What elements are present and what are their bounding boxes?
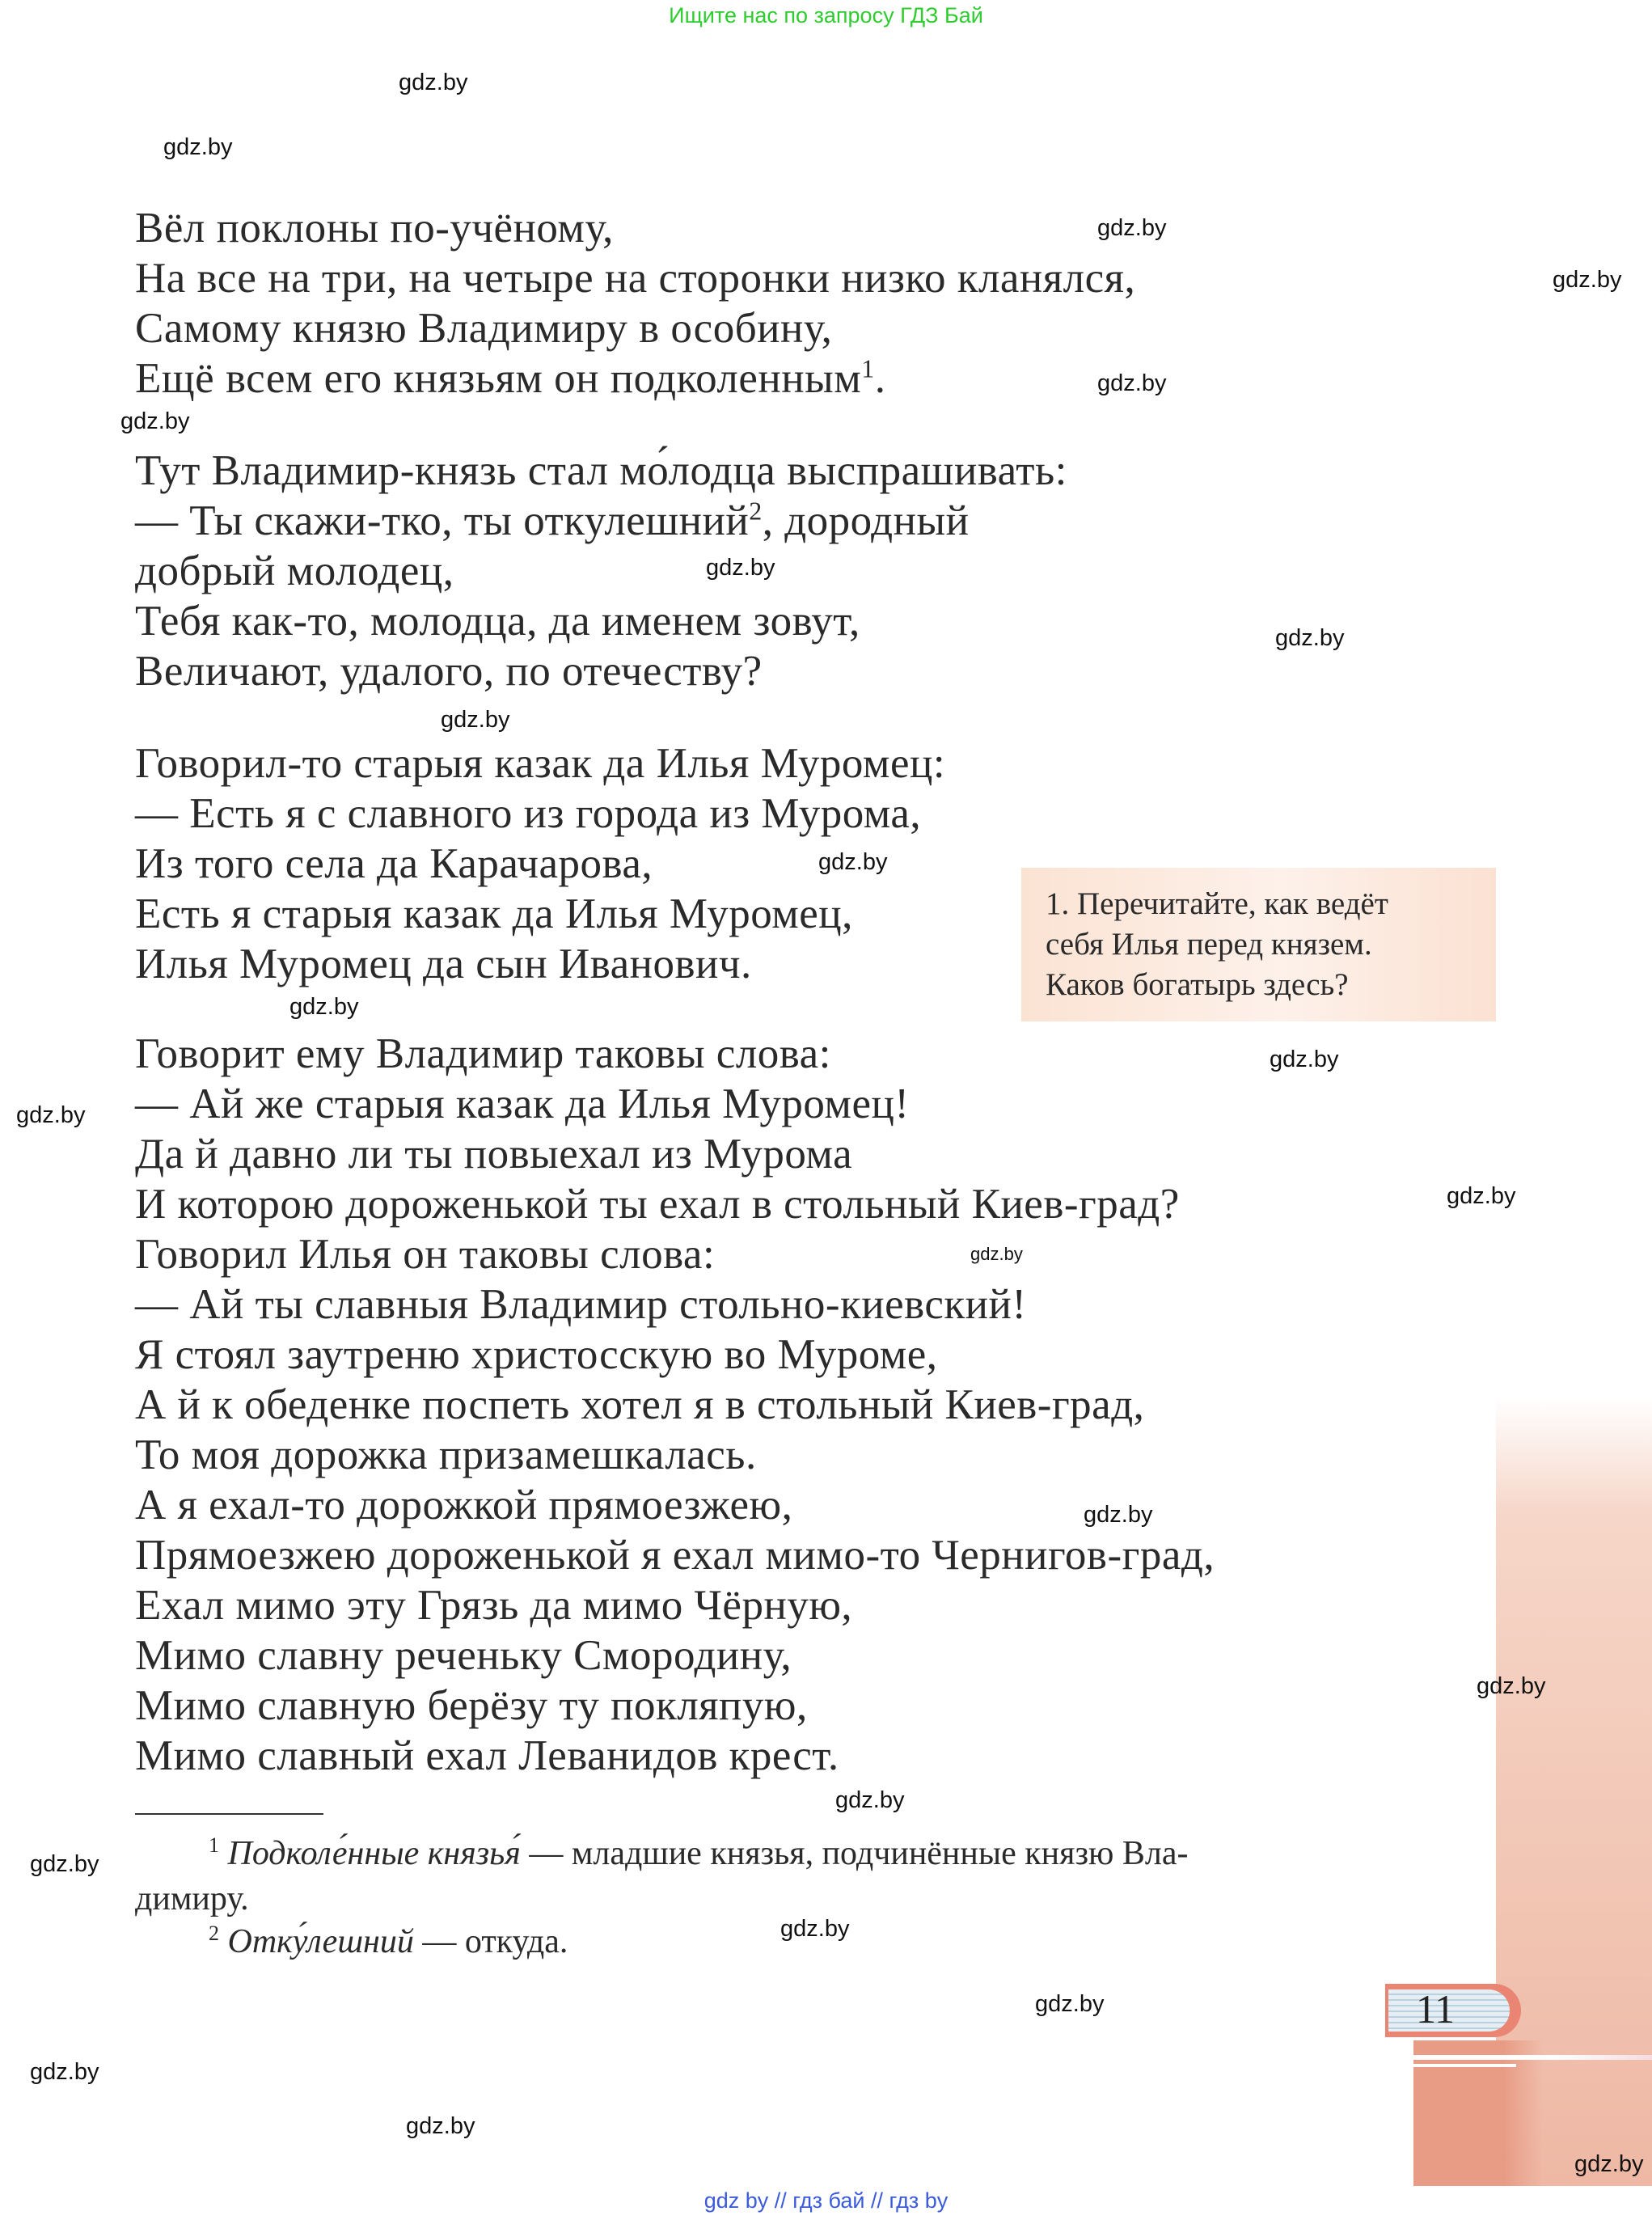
watermark: gdz.by bbox=[120, 408, 190, 434]
poem-line: А й к обеденке поспеть хотел я в стольный Киев-град, bbox=[135, 1381, 1145, 1428]
watermark: gdz.by bbox=[30, 1851, 99, 1877]
footnote-1-continuation: димиру. bbox=[135, 1880, 249, 1917]
footnote-ref: 2 bbox=[749, 496, 763, 526]
poem-line: Говорил-то старыя казак да Илья Муромец: bbox=[135, 740, 946, 787]
footnote-1 bbox=[209, 1834, 1189, 1873]
watermark: gdz.by bbox=[706, 555, 775, 581]
poem-line: Говорит ему Владимир таковы слова: bbox=[135, 1030, 831, 1077]
footnote-divider bbox=[135, 1813, 323, 1815]
footnote-mark: 1 bbox=[209, 1833, 219, 1857]
footnote-text: — откуда. bbox=[413, 1923, 568, 1960]
page-number-tab bbox=[1385, 1984, 1521, 2037]
decorative-side-block bbox=[1413, 2040, 1543, 2186]
watermark: gdz.by bbox=[1084, 1502, 1153, 1528]
poem-stanza bbox=[135, 446, 1067, 696]
poem-line: Есть я старыя казак да Илья Муромец, bbox=[135, 890, 853, 937]
footnote-text: — младшие князья, подчинённые князю Вла- bbox=[520, 1835, 1189, 1872]
watermark: gdz.by bbox=[780, 1916, 850, 1942]
decorative-divider bbox=[1413, 2055, 1652, 2060]
poem-line: — Есть я с славного из города из Мурома, bbox=[135, 790, 922, 837]
footnote-mark: 2 bbox=[209, 1922, 219, 1945]
poem-line: Да й давно ли ты повыехал из Мурома bbox=[135, 1131, 853, 1178]
poem-line: Мимо славную берёзу ту покляпую, bbox=[135, 1682, 808, 1729]
poem-line: То моя дорожка призамешкалась. bbox=[135, 1431, 757, 1478]
watermark: gdz.by bbox=[30, 2059, 99, 2085]
header-search-note: Ищите нас по запросу ГДЗ Бай bbox=[669, 3, 983, 27]
poem-line: — Ай ты славныя Владимир стольно-киевский! bbox=[135, 1281, 1027, 1328]
poem-line: Мимо славну реченьку Смородину, bbox=[135, 1632, 792, 1679]
poem-line: На все на три, на четыре на сторонки низко кланялся, bbox=[135, 255, 1136, 302]
poem-line: Тебя как-то, молодца, да именем зовут, bbox=[135, 598, 860, 645]
watermark: gdz.by bbox=[1447, 1183, 1516, 1209]
poem-line: — Ты скажи-тко, ты откулешний$^2$, дородный bbox=[135, 496, 970, 544]
question-line: 1. Перечитайте, как ведёт bbox=[1046, 886, 1388, 921]
poem-line: — Ай же старыя казак да Илья Муромец! bbox=[135, 1080, 910, 1127]
decorative-divider bbox=[1413, 2064, 1516, 2067]
poem-stanza bbox=[135, 1029, 1215, 1781]
watermark: gdz.by bbox=[1275, 625, 1345, 651]
poem-line: Ехал мимо эту Грязь да мимо Чёрную, bbox=[135, 1582, 853, 1629]
poem-line: Из того села да Карачарова, bbox=[135, 840, 653, 887]
watermark: gdz.by bbox=[406, 2113, 475, 2139]
footer-links[interactable]: gdz by // гдз бай // гдз by bbox=[703, 2188, 949, 2213]
watermark: gdz.by bbox=[835, 1787, 905, 1813]
watermark: gdz.by bbox=[1553, 267, 1622, 293]
watermark: gdz.by bbox=[1097, 215, 1167, 241]
poem-line: Мимо славный ехал Леванидов крест. bbox=[135, 1732, 839, 1779]
poem-line: Ещё всем его князьям он подколенным$^1$. bbox=[135, 353, 886, 402]
poem-line: А я ехал-то дорожкой прямоезжею, bbox=[135, 1482, 793, 1528]
footnote-2 bbox=[209, 1922, 568, 1961]
poem-stanza bbox=[135, 203, 1135, 404]
watermark: gdz.by bbox=[16, 1102, 86, 1128]
page-number: 11 bbox=[1416, 1986, 1456, 2032]
poem-line: Вёл поклоны по-учёному, bbox=[135, 205, 614, 252]
watermark: gdz.by bbox=[289, 994, 359, 1020]
question-line: Каков богатырь здесь? bbox=[1046, 967, 1349, 1002]
watermark: gdz.by bbox=[1035, 1991, 1105, 2017]
watermark: gdz.by bbox=[399, 70, 468, 95]
footnote-term: Отку́лешний bbox=[227, 1923, 414, 1960]
question-line: себя Илья перед князем. bbox=[1046, 927, 1372, 962]
watermark: gdz.by bbox=[441, 707, 510, 733]
poem-line: Илья Муромец да сын Иванович. bbox=[135, 941, 752, 987]
footnote-ref: 1 bbox=[861, 353, 875, 383]
watermark: gdz.by bbox=[1574, 2151, 1644, 2177]
watermark: gdz.by bbox=[1270, 1046, 1339, 1072]
poem-line: Самому князю Владимиру в особину, bbox=[135, 305, 833, 352]
poem-line: Говорил Илья он таковы слова: bbox=[135, 1231, 716, 1278]
poem-line: Прямоезжею дороженькой я ехал мимо-то Чернигов-град, bbox=[135, 1532, 1215, 1579]
poem-line: И которою дороженькой ты ехал в стольный Киев-град? bbox=[135, 1181, 1180, 1228]
poem-line: Тут Владимир-князь стал мо́лодца выспрашивать: bbox=[135, 447, 1067, 494]
watermark: gdz.by bbox=[970, 1244, 1023, 1264]
watermark: gdz.by bbox=[1097, 370, 1167, 396]
footnote-term: Подколе́нные князья́ bbox=[227, 1835, 521, 1872]
watermark: gdz.by bbox=[818, 849, 888, 875]
watermark: gdz.by bbox=[1477, 1673, 1546, 1699]
poem-line: добрый молодец, bbox=[135, 548, 454, 594]
poem-line: Величают, удалого, по отечеству? bbox=[135, 648, 763, 695]
poem-line: Я стоял заутреню христосскую во Муроме, bbox=[135, 1331, 938, 1378]
watermark: gdz.by bbox=[163, 134, 233, 160]
question-box bbox=[1021, 868, 1496, 1021]
